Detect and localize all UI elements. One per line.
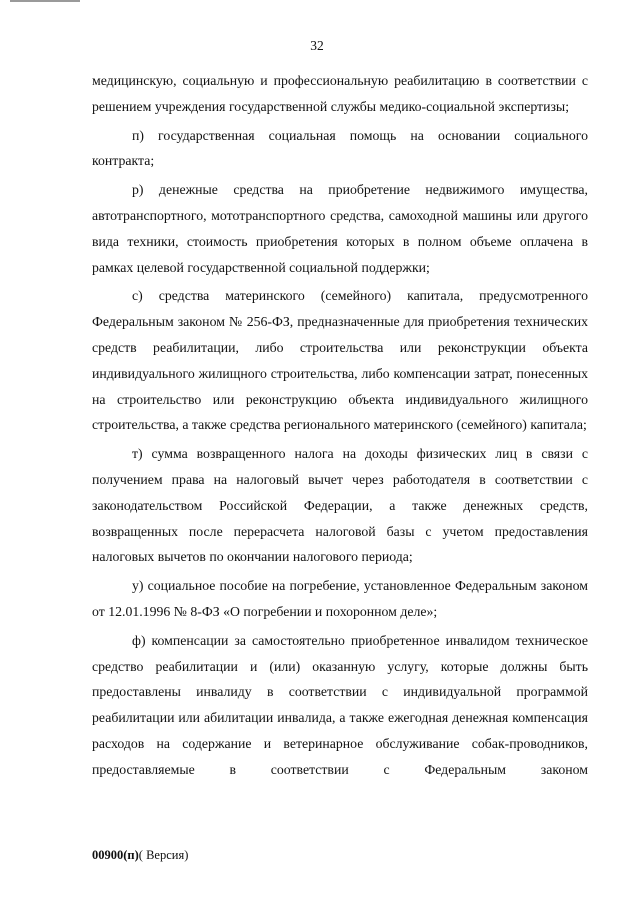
paragraph-item-p: п) государственная социальная помощь на основании социального контракта;: [92, 127, 588, 169]
footer: [92, 848, 188, 863]
paragraph-item-u: у) социальное пособие на погребение, установленное Федеральным законом от 12.01.1996 № 8-ФЗ «О погребении и похоронном деле»;: [92, 578, 588, 619]
paragraph-item-s: с) средства материнского (семейного) капитала, предусмотренного Федеральным законом № 256-ФЗ, предназначенные для приобретения технических средств реабилитации, либо строительства или реконструкции объекта индивидуального жилищного строительства, либо компенсации затрат, понесенных на строительство или реконструкцию объекта индивидуального жилищного строительства, а также средства регионального материнского (семейного) капитала;: [92, 288, 588, 433]
paragraph-item-t: т) сумма возвращенного налога на доходы физических лиц в связи с получением права на налоговый вычет через работодателя в соответствии с законодательством Российской Федерации, а также денежных средств, возвращенных после перерасчета налоговой базы с учетом предоставления налоговых вычетов по окончании налогового периода;: [92, 446, 588, 565]
document-body: [92, 68, 588, 786]
footer-version: ( Версия): [138, 848, 189, 862]
footer-code: 00900(п): [92, 848, 139, 862]
paragraph-item-r: р) денежные средства на приобретение недвижимого имущества, автотранспортного, мототранспортного средства, самоходной машины или другого вида техники, стоимость приобретения которых в полном объеме оплачена в рамках целевой государственной социальной поддержки;: [92, 182, 588, 275]
scan-artifact-line: [10, 0, 80, 2]
page-number: 32: [310, 38, 324, 53]
paragraph-continuation: медицинскую, социальную и профессиональную реабилитацию в соответствии с решением учреждения государственной службы медико-социальной экспертизы;: [92, 73, 588, 114]
paragraph-item-f: ф) компенсации за самостоятельно приобретенное инвалидом техническое средство реабилитации и (или) оказанную услугу, которые должны быть предоставлены инвалиду в соответствии с индивидуальной программой реабилитации или абилитации инвалида, а также ежегодная денежная компенсация расходов на содержание и ветеринарное обслуживание собак-проводников, предоставляемые в соответствии с Федеральным законом: [92, 632, 588, 777]
